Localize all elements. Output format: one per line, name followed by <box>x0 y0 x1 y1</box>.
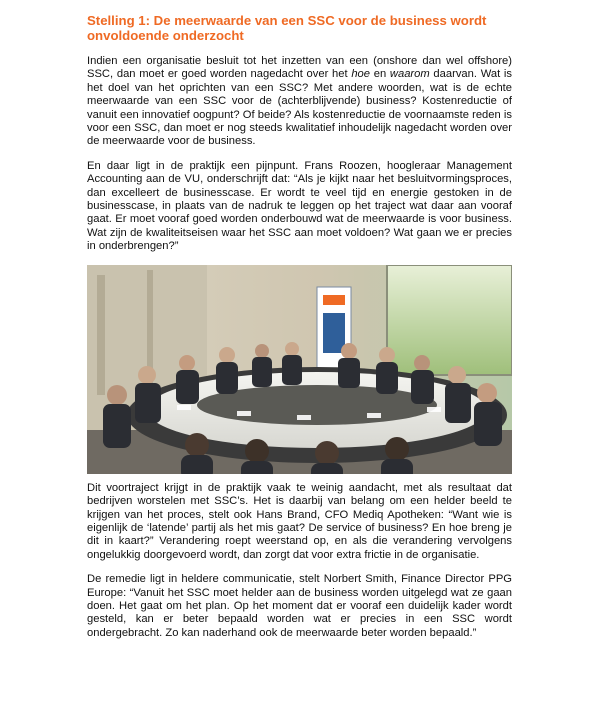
article-heading: Stelling 1: De meerwaarde van een SSC voor de business wordt onvoldoende onderzocht <box>87 13 487 43</box>
paragraph-smith-quote: De remedie ligt in heldere communicatie, stelt Norbert Smith, Finance Director PPG Europe: “Vanuit het SSC moet helder aan de business worden uitgelegd wat ze gaan doen. Het gaat om het plan. Op het moment dat er vooraf een duidelijk kader wordt gesteld, kan er beter bepaald worden wat er precies in een SSC wordt ondergebracht. Zo kan naderhand ook de meerwaarde beter worden bepaald.” <box>87 573 512 639</box>
roundtable-photo <box>87 265 512 474</box>
paragraph-roozen-quote: En daar ligt in de praktijk een pijnpunt. Frans Roozen, hoogleraar Management Accounting aan de VU, onderschrijft dat: “Als je kijkt naar het besluitvormingsproces, dan excelleert de businesscase. Er wordt te veel tijd en energie gestoken in de businesscase, in plaats van de nadruk te leggen op het traject wat daar aan vooraf gaat. Er moet vooraf goed worden onderbouwd wat de meerwaarde is voor business. Wat zijn de kwaliteitseisen waar het SSC aan moet voldoen? Wat gaan we er precies in onderbrengen?” <box>87 159 512 253</box>
intro-text-en: en <box>370 68 390 81</box>
article <box>87 13 512 651</box>
paragraph-brand-quote: Dit voortraject krijgt in de praktijk vaak te weinig aandacht, met als resultaat dat bedrijven worstelen met SSC’s. Het is daarbij van belang om een helder beeld te krijgen van het proces, stelt ook Hans Brand, CFO Mediq Apotheken: “Want wie is eigenlijk de ‘latende’ partij als het mis gaat? De service of business? En hoe breng je dit in kaart?” Verandering roept weerstand op, en als die verandering vervolgens ongelukkig doorgevoerd wordt, dan zorgt dat voor extra frictie in de organisatie. <box>87 481 512 561</box>
emphasis-waarom: waarom <box>389 68 430 81</box>
paragraph-intro <box>87 55 512 149</box>
intro-text-b: daarvan. Wat is het doel van het oprichten van een SSC? Met andere woorden, wat is de echte meerwaarde van een SSC voor de (achterblijvende) business? Kostenreductie of vanuit een innovatief oogpunt? Of beide? Als kostenreductie de voornaamste reden is voor een SSC, dan moet er nog steeds kwalitatief inhoudelijk nagedacht worden over de meerwaarde voor de business. <box>87 68 512 148</box>
intro-text-a: Indien een organisatie besluit tot het inzetten van een (onshore dan wel offshore) SSC, dan moet er goed worden nagedacht over het <box>87 55 512 81</box>
emphasis-hoe: hoe <box>351 68 370 81</box>
